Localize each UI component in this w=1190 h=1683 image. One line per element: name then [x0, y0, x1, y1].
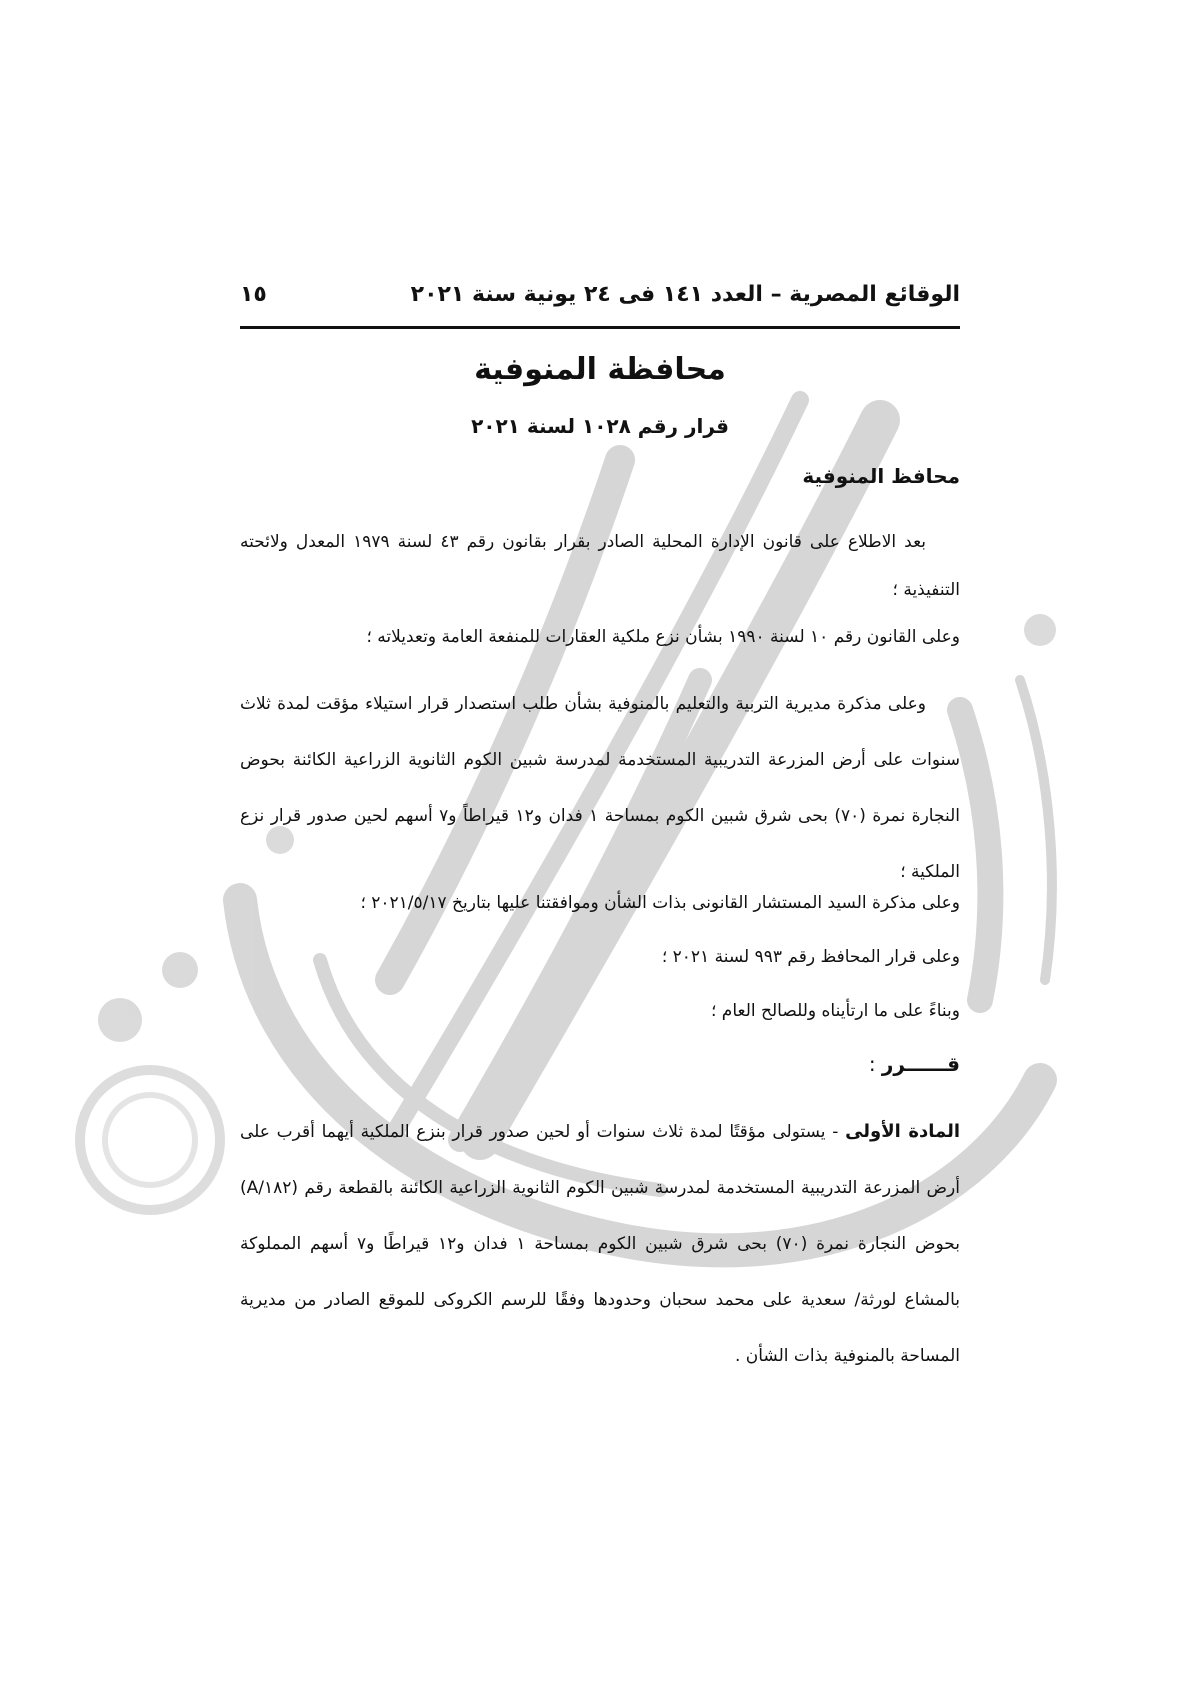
article-1-text: - يستولى مؤقتًا لمدة ثلاث سنوات أو لحين صدور قرار بنزع الملكية أيهما أقرب على أرض المزرعة التدريبية المستخدمة لمدرسة شبين الكوم الثانوية الزراعية الكائنة بالقطعة رقم (١٨٢/A) بحوض النجارة نمرة (٧٠) بحى شرق شبين الكوم بمساحة ١ فدان و١٢ قيراطًا و٧ أسهم المملوكة بالمشاع لورثة/ سعدية على محمد سحبان وحدودها وفقًا للرسم الكروكى للموقع الصادر من مديرية المساحة بالمنوفية بذات الشأن . [240, 1122, 960, 1366]
preamble-paragraph-3: وعلى مذكرة مديرية التربية والتعليم بالمنوفية بشأن طلب استصدار قرار استيلاء مؤقت لمدة ثلاث سنوات على أرض المزرعة التدريبية المستخدمة لمدرسة شبين الكوم الثانوية الزراعية الكائنة بحوض النجارة نمرة (٧٠) بحى شرق شبين الكوم بمساحة ١ فدان و١٢ قيراطاً و٧ أسهم لحين صدور قرار نزع الملكية ؛ [240, 694, 960, 882]
governor-label: محافظ المنوفية [802, 464, 960, 488]
preamble-paragraph-4: وعلى مذكرة السيد المستشار القانونى بذات الشأن وموافقتنا عليها بتاريخ ٢٠٢١/٥/١٧ ؛ [360, 893, 960, 913]
gazette-header-title: الوقائع المصرية – العدد ١٤١ فى ٢٤ يونية سنة ٢٠٢١ [410, 281, 960, 307]
page-number: ١٥ [240, 281, 267, 307]
decided-label: قــــــرر [881, 1052, 960, 1076]
decided-heading [240, 1052, 1190, 1076]
article-1-label: المادة الأولى [845, 1121, 960, 1142]
preamble-paragraph-5: وعلى قرار المحافظ رقم ٩٩٣ لسنة ٢٠٢١ ؛ [661, 947, 960, 967]
preamble-paragraph-6: وبناءً على ما ارتأيناه وللصالح العام ؛ [711, 1001, 960, 1021]
preamble-paragraph-2: وعلى القانون رقم ١٠ لسنة ١٩٩٠ بشأن نزع ملكية العقارات للمنفعة العامة وتعديلاته ؛ [366, 627, 960, 647]
decree-title: قرار رقم ١٠٢٨ لسنة ٢٠٢١ [471, 414, 729, 438]
article-1 [240, 1104, 960, 1384]
governorate-title: محافظة المنوفية [474, 352, 726, 387]
page-header [240, 276, 960, 329]
preamble-paragraph-1: بعد الاطلاع على قانون الإدارة المحلية الصادر بقرار بقانون رقم ٤٣ لسنة ١٩٧٩ المعدل ولائحته التنفيذية ؛ [240, 532, 960, 600]
decided-colon: : [868, 1052, 882, 1076]
